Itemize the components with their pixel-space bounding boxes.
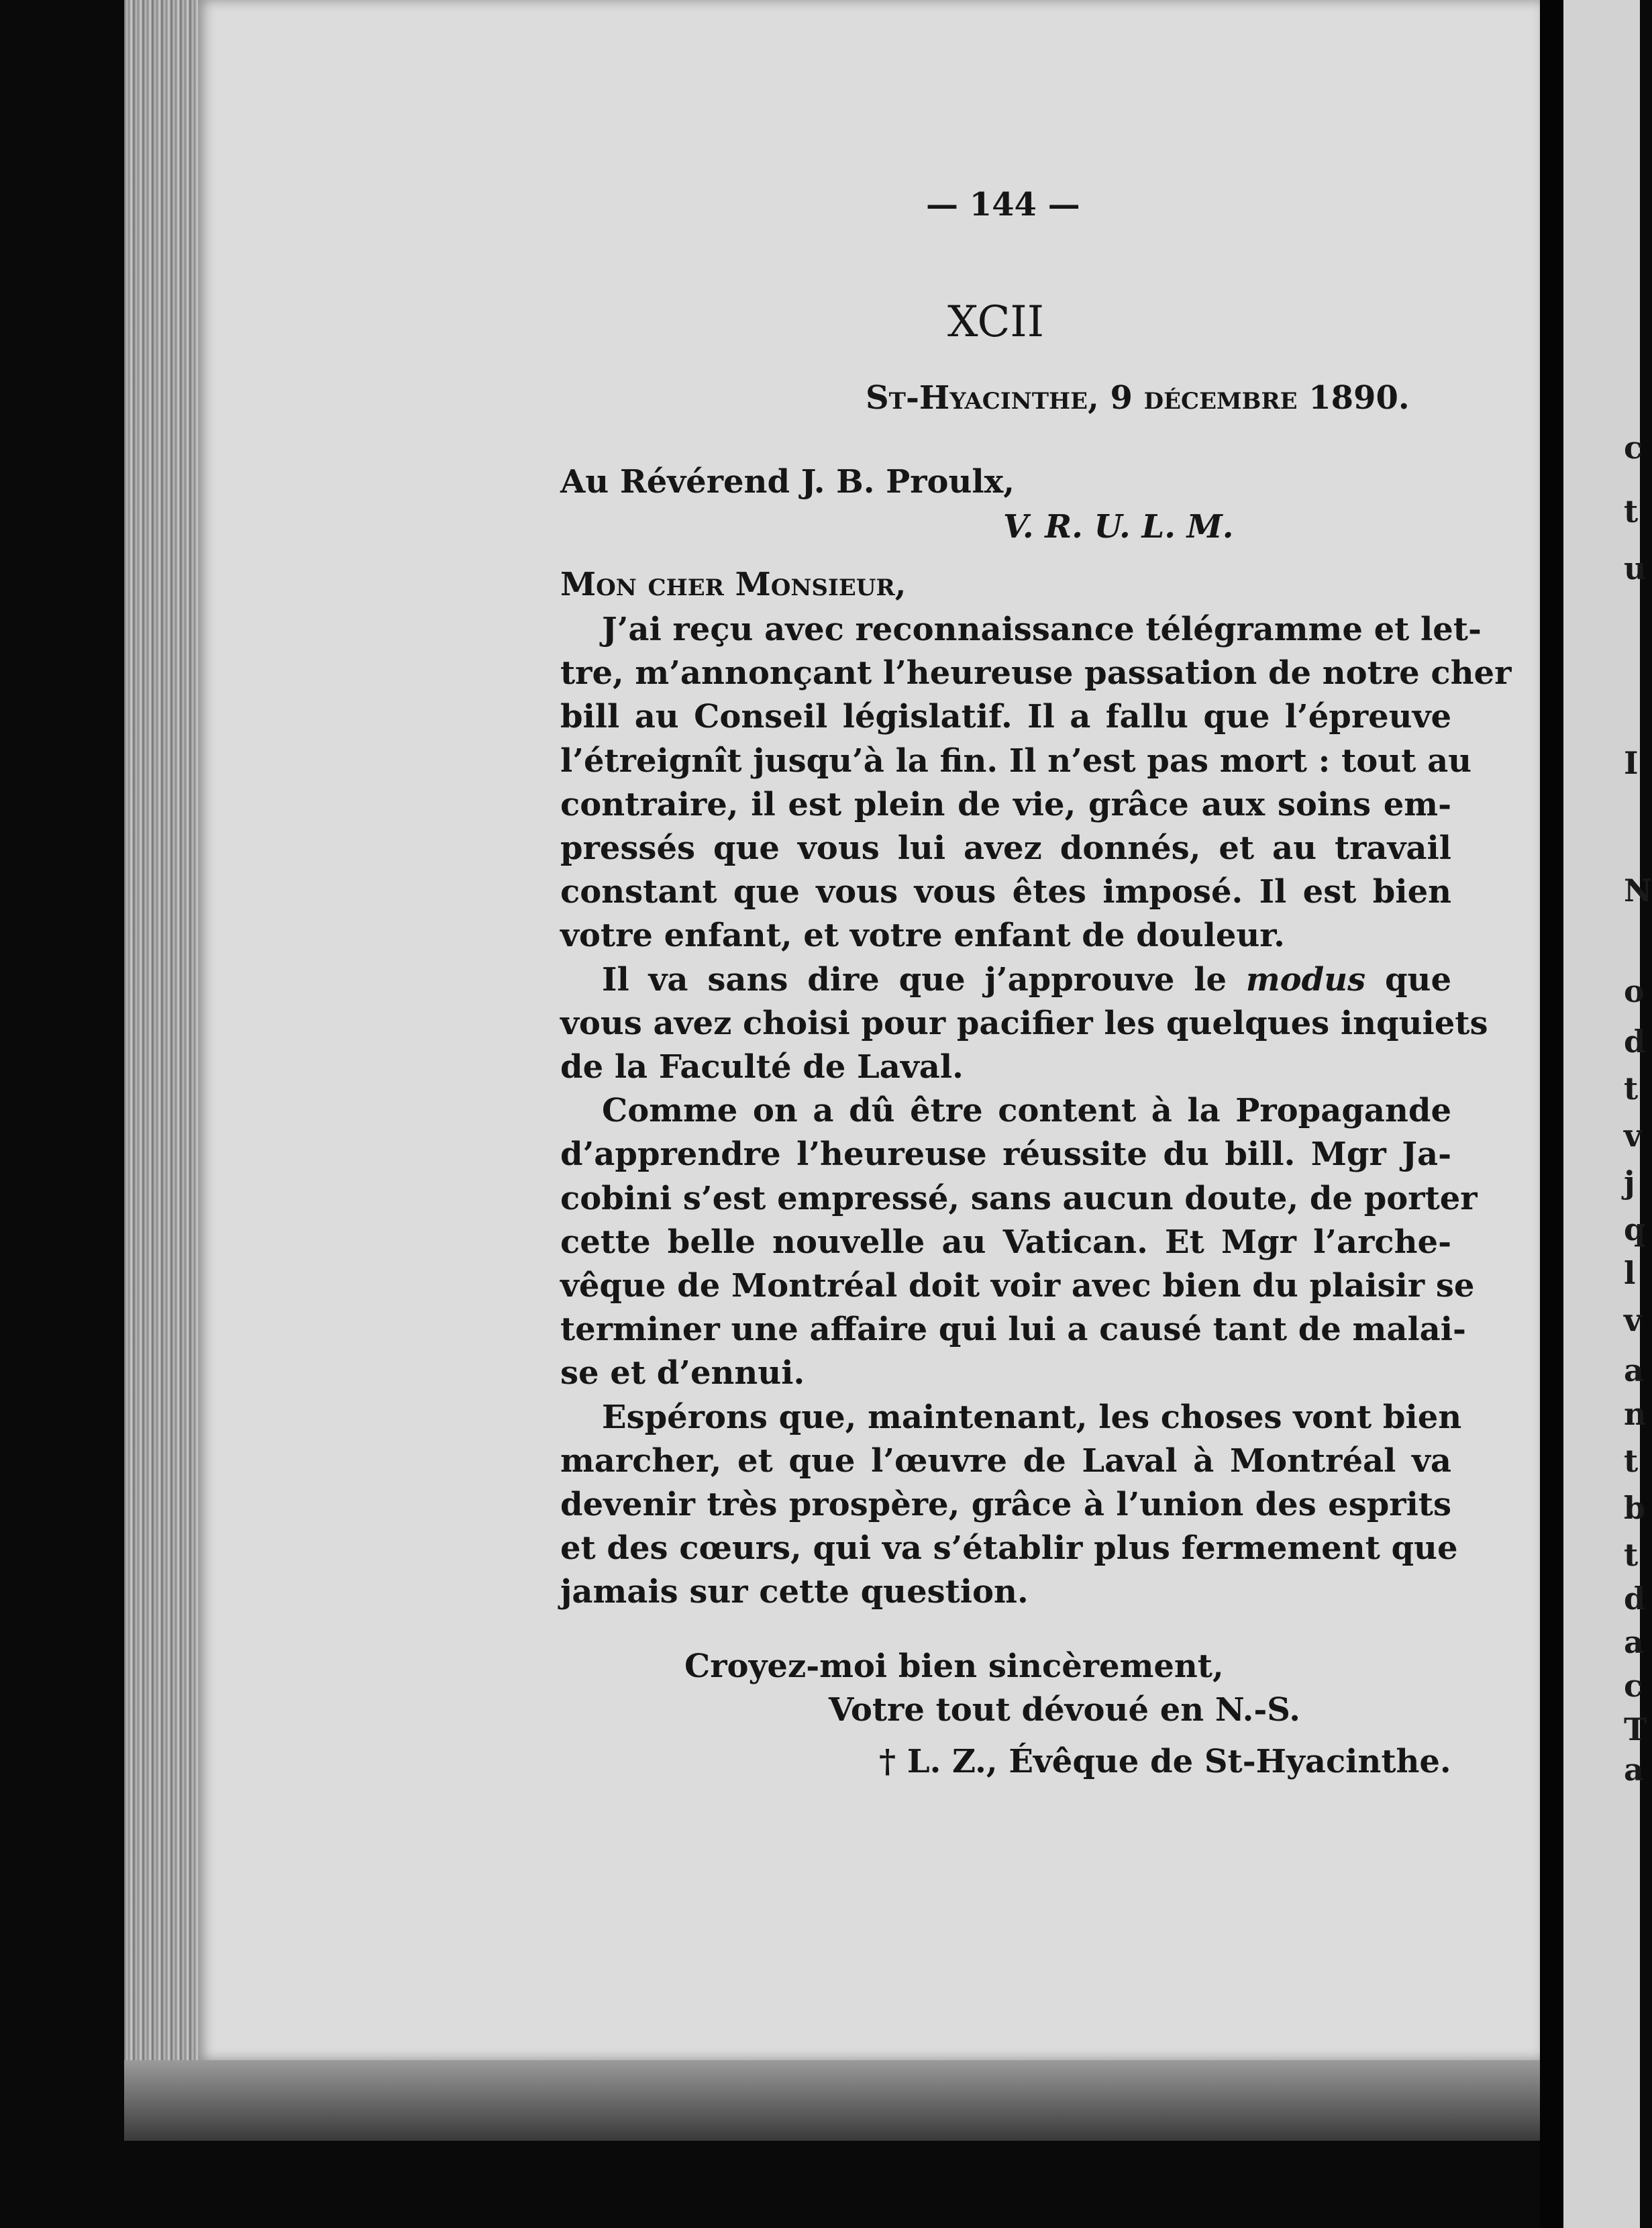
body-line: devenir très prospère, grâce à l’union des esprits bbox=[560, 1486, 1451, 1523]
body-line: se et d’ennui. bbox=[560, 1354, 805, 1392]
closing-line: Croyez-moi bien sincèrement, bbox=[684, 1648, 1224, 1685]
body-line: marcher, et que l’œuvre de Laval à Montréal va bbox=[560, 1441, 1451, 1480]
facing-page-letter: N bbox=[1624, 872, 1652, 909]
signature: † L. Z., Évêque de St-Hyacinthe. bbox=[879, 1743, 1451, 1780]
facing-page-letter: I bbox=[1624, 745, 1639, 781]
body-line: bill au Conseil législatif. Il a fallu que l’épreuve bbox=[560, 698, 1451, 736]
body-line: Comme on a dû être content à la Propagande bbox=[602, 1092, 1451, 1130]
body-line: l’étreignît jusqu’à la fin. Il n’est pas mort : tout au bbox=[560, 742, 1472, 780]
facing-page-letter: a bbox=[1624, 1624, 1644, 1660]
body-line: pressés que vous lui avez donnés, et au travail bbox=[560, 829, 1451, 867]
body-line: contraire, il est plein de vie, grâce aux soins em- bbox=[560, 785, 1451, 823]
facing-page-letter: u bbox=[1624, 550, 1647, 587]
body-line: Il va sans dire que j’approuve le modus que bbox=[602, 960, 1451, 999]
facing-page-letter: v bbox=[1624, 1117, 1642, 1154]
body-line: Espérons que, maintenant, les choses vont bien bbox=[602, 1398, 1462, 1436]
facing-page-letter: T bbox=[1624, 1711, 1647, 1748]
body-line: votre enfant, et votre enfant de douleur. bbox=[560, 917, 1285, 955]
book-page-edges bbox=[124, 0, 198, 2141]
facing-page-letter: n bbox=[1624, 1396, 1647, 1432]
addressee-title: V. R. U. L. M. bbox=[1003, 508, 1234, 546]
body-line: tre, m’annonçant l’heureuse passation de notre cher bbox=[560, 654, 1512, 693]
facing-page-letter: o bbox=[1624, 973, 1645, 1009]
book-gutter bbox=[1540, 0, 1563, 2228]
body-line: vous avez choisi pour pacifier les quelques inquiets bbox=[560, 1004, 1488, 1042]
body-line: cobini s’est empressé, sans aucun doute, de porter bbox=[560, 1179, 1478, 1217]
dateline: St-Hyacinthe, 9 décembre 1890. bbox=[866, 379, 1410, 417]
facing-page-letter: t bbox=[1624, 493, 1639, 529]
facing-page-letter: c bbox=[1624, 429, 1643, 466]
facing-page-edge bbox=[1563, 0, 1640, 2228]
body-line: constant que vous vous êtes imposé. Il est bien bbox=[560, 873, 1451, 911]
body-line: vêque de Montréal doit voir avec bien du plaisir se bbox=[560, 1267, 1475, 1305]
facing-page-letter: j bbox=[1624, 1164, 1635, 1201]
body-line: terminer une affaire qui lui a causé tant de malai- bbox=[560, 1311, 1466, 1349]
body-line: de la Faculté de Laval. bbox=[560, 1048, 964, 1086]
facing-page-letter: b bbox=[1624, 1490, 1646, 1526]
letter-number: XCII bbox=[947, 297, 1044, 347]
facing-page-letter: c bbox=[1624, 1668, 1643, 1704]
facing-page-letter: t bbox=[1624, 1537, 1639, 1573]
facing-page-letter: q bbox=[1624, 1211, 1646, 1248]
facing-page-letter: d bbox=[1624, 1580, 1646, 1617]
facing-page-letter: a bbox=[1624, 1352, 1644, 1388]
facing-page-letter: t bbox=[1624, 1070, 1639, 1107]
body-line: jamais sur cette question. bbox=[560, 1573, 1029, 1611]
salutation: Mon cher Monsieur, bbox=[560, 566, 907, 603]
facing-page-letter: t bbox=[1624, 1443, 1639, 1479]
addressee: Au Révérend J. B. Proulx, bbox=[560, 463, 1015, 501]
closing-line-2: Votre tout dévoué en N.-S. bbox=[829, 1691, 1300, 1729]
facing-page-letter: l bbox=[1624, 1255, 1636, 1291]
body-line: d’apprendre l’heureuse réussite du bill. Mgr Ja- bbox=[560, 1135, 1451, 1174]
body-line: cette belle nouvelle au Vatican. Et Mgr l’arche- bbox=[560, 1223, 1451, 1261]
body-line: et des cœurs, qui va s’établir plus fermement que bbox=[560, 1529, 1458, 1568]
facing-page-letter: a bbox=[1624, 1752, 1644, 1788]
facing-page-letter: v bbox=[1624, 1302, 1642, 1338]
book-page-bottom-edge bbox=[124, 2060, 1540, 2141]
page-number: — 144 — bbox=[926, 186, 1080, 223]
facing-page-letter: d bbox=[1624, 1023, 1646, 1060]
body-line: J’ai reçu avec reconnaissance télégramme et let- bbox=[602, 611, 1482, 648]
